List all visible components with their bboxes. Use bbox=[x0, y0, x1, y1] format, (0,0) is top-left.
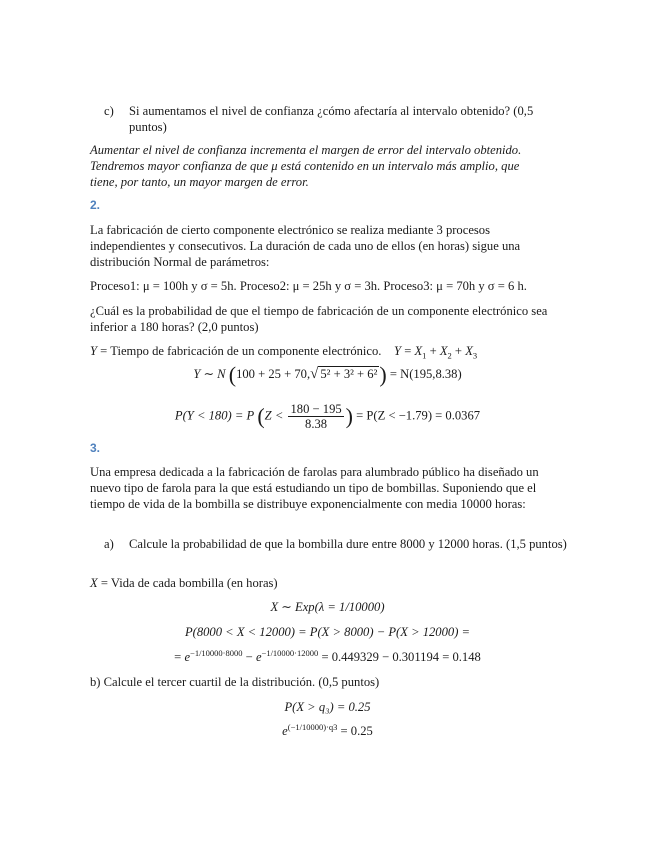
item-text: Calcule la probabilidad de que la bombilla dure entre 8000 y 12000 horas. (1,5 puntos) bbox=[129, 537, 567, 551]
question-3b: b) Calcule el tercer cuartil de la distribución. (0,5 puntos) bbox=[90, 675, 380, 689]
x-definition: X = Vida de cada bombilla (en horas) bbox=[90, 576, 278, 590]
y-definition: Y = Tiempo de fabricación de un componente electrónico. $Y = X_1 + X_2 + X_3$ bbox=[90, 344, 478, 361]
item-text: Si aumentamos el nivel de confianza ¿cómo afectaría al intervalo obtenido? (0,5 puntos) bbox=[129, 104, 534, 134]
y-distribution-formula: Y ∼ N (100 + 25 + 70,√ 5² + 3² + 6²) = N(195,8.38) bbox=[193, 362, 462, 387]
prob-formula-line2: = $e^{-1/10000\cdot 8000} - e^{-1/10000\cdot 12000} = 0.449329 - 0.301194 = 0.148$ bbox=[174, 647, 481, 664]
prob-formula-line1: P(8000 < X < 12000) = P(X > 8000) − P(X > 12000) = bbox=[184, 625, 471, 639]
y-definition-text: = Tiempo de fabricación de un componente electrónico. bbox=[100, 344, 382, 358]
y-probability-formula: P(Y < 180) = P (Z < $\frac{180 - 195}{8.38}$ ) = P(Z < −1.79) = 0.0367 bbox=[174, 402, 481, 431]
process-parameters: Proceso1: μ = 100h y σ = 5h. Proceso2: μ = 25h y σ = 3h. Proceso3: μ = 70h y σ = 6 h. bbox=[90, 279, 527, 293]
item-label: c) bbox=[104, 104, 114, 118]
question-2-statement: La fabricación de cierto componente electrónico se realiza mediante 3 procesos independientes y consecutivos. La duración de cada uno de ellos (en horas) sigue una distribución Normal de parámetros: bbox=[90, 223, 521, 269]
quartile-exp-equation: $e^{(-1/10000)\cdot q3} = 0.25$ bbox=[282, 721, 373, 738]
quartile-equation: P(X > q₃) = 0.25 bbox=[284, 700, 371, 714]
z-fraction: $\frac{180 - 195}{8.38}$ bbox=[290, 402, 342, 431]
question-3-statement: Una empresa dedicada a la fabricación de farolas para alumbrado público ha diseñado un nuevo tipo de farola para la que está estudiando un tipo de bombillas. Suponiendo que el tiempo de vida de la bombilla se distribuye exponencialmente con media 10000 horas: bbox=[90, 465, 539, 511]
question-number-3: 3. bbox=[90, 441, 101, 455]
question-number-2: 2. bbox=[90, 198, 101, 212]
question-2-question: ¿Cuál es la probabilidad de que el tiempo de fabricación de un componente electrónico sea inferior a 180 horas? (2,0 puntos) bbox=[90, 304, 548, 334]
answer-1c bbox=[90, 142, 590, 190]
item-label: a) bbox=[104, 537, 114, 551]
exp-distribution: X ∼ Exp(λ = 1/10000) bbox=[270, 600, 385, 614]
answer-line: Aumentar el nivel de confianza incrementa el margen de error del intervalo obtenido. bbox=[90, 143, 522, 157]
answer-line: Tendremos mayor confianza de que μ está contenido en un intervalo más amplio, que bbox=[90, 159, 520, 173]
answer-line: tiene, por tanto, un mayor margen de error. bbox=[90, 175, 309, 189]
